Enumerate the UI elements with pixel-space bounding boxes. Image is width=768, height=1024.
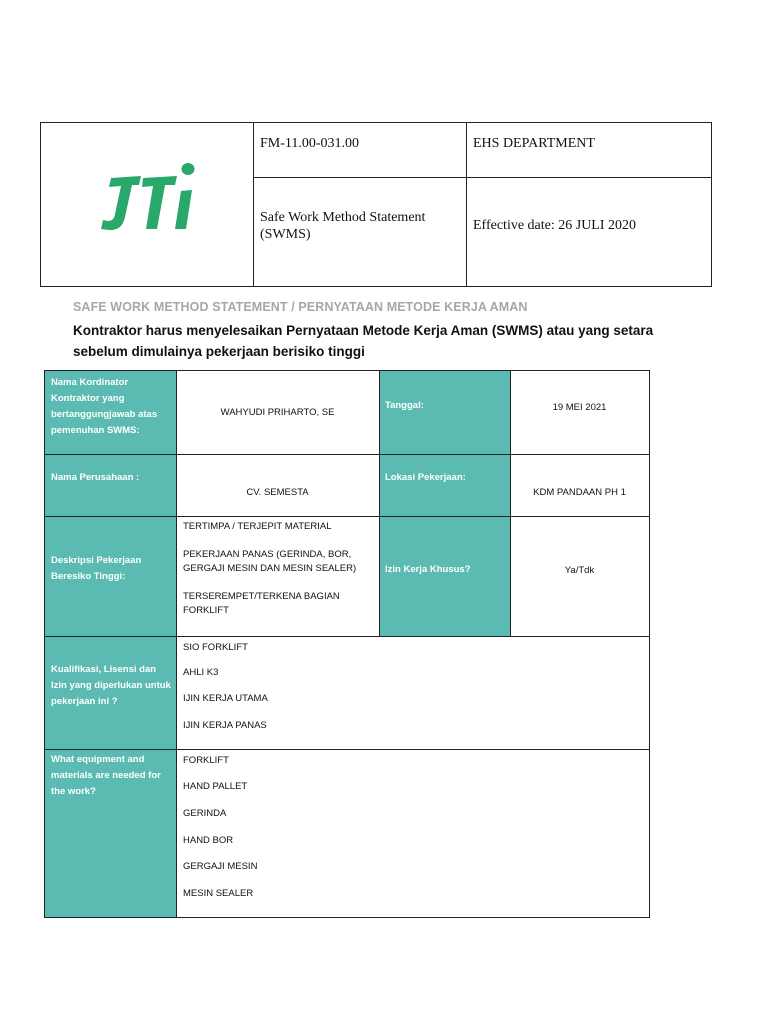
hazard-item: TERTIMPA / TERJEPIT MATERIAL	[183, 521, 332, 532]
header-divider	[466, 123, 467, 286]
grid-line	[45, 454, 649, 455]
company-label: Nama Perusahaan :	[51, 472, 140, 483]
equipment-item: GERGAJI MESIN	[183, 861, 258, 872]
grid-line	[379, 371, 380, 636]
header-divider	[253, 123, 254, 286]
coordinator-value: WAHYUDI PRIHARTO, SE	[220, 407, 335, 418]
permit-value: Ya/Tdk	[564, 565, 595, 576]
qualification-item: SIO FORKLIFT	[183, 642, 248, 653]
grid-line	[176, 371, 177, 917]
hazard-item: PEKERJAAN PANAS (GERINDA, BOR, GERGAJI MESIN DAN MESIN SEALER)	[183, 549, 357, 574]
equipment-item: FORKLIFT	[183, 755, 229, 766]
grid-line	[45, 749, 649, 750]
qualification-item: IJIN KERJA PANAS	[183, 720, 267, 731]
equipment-label: What equipment and materials are needed for the work?	[51, 754, 161, 797]
equipment-item: HAND BOR	[183, 835, 234, 846]
qualification-label: Kualifikasi, Lisensi dan Izin yang diperlukan untuk pekerjaan ini ?	[51, 664, 171, 707]
document-header-table	[40, 122, 712, 287]
swms-form-table	[44, 370, 650, 918]
effective-date: Effective date: 26 JULI 2020	[473, 218, 637, 233]
hazard-label: Deskripsi Pekerjaan Beresiko Tinggi:	[51, 555, 142, 582]
hazard-item: TERSEREMPET/TERKENA BAGIAN FORKLIFT	[183, 591, 340, 616]
coordinator-label: Nama Kordinator Kontraktor yang bertanggungjawab atas pemenuhan SWMS:	[51, 377, 158, 436]
department-name: EHS DEPARTMENT	[473, 136, 595, 151]
header-divider	[254, 177, 711, 178]
grid-line	[45, 516, 649, 517]
equipment-item: GERINDA	[183, 808, 227, 819]
form-subtitle: SAFE WORK METHOD STATEMENT / PERNYATAAN METODE KERJA AMAN	[73, 300, 528, 314]
date-label: Tanggal:	[385, 400, 424, 411]
document-code: FM-11.00-031.00	[260, 136, 360, 151]
location-value: KDM PANDAAN PH 1	[533, 487, 626, 498]
form-instruction: Kontraktor harus menyelesaikan Pernyataan Metode Kerja Aman (SWMS) atau yang setara sebelum dimulainya pekerjaan berisiko tinggi	[73, 323, 654, 359]
company-value: CV. SEMESTA	[246, 487, 309, 498]
date-value: 19 MEI 2021	[552, 402, 607, 413]
equipment-item: HAND PALLET	[183, 781, 248, 792]
qualification-item: IJIN KERJA UTAMA	[183, 693, 268, 704]
document-title: Safe Work Method Statement (SWMS)	[260, 210, 426, 242]
location-label: Lokasi Pekerjaan:	[385, 472, 466, 483]
grid-line	[45, 636, 649, 637]
qualification-item: AHLI K3	[183, 667, 219, 678]
jti-logo	[101, 161, 195, 237]
label-column	[45, 371, 176, 917]
permit-label: Izin Kerja Khusus?	[385, 564, 471, 575]
equipment-item: MESIN SEALER	[183, 888, 254, 899]
